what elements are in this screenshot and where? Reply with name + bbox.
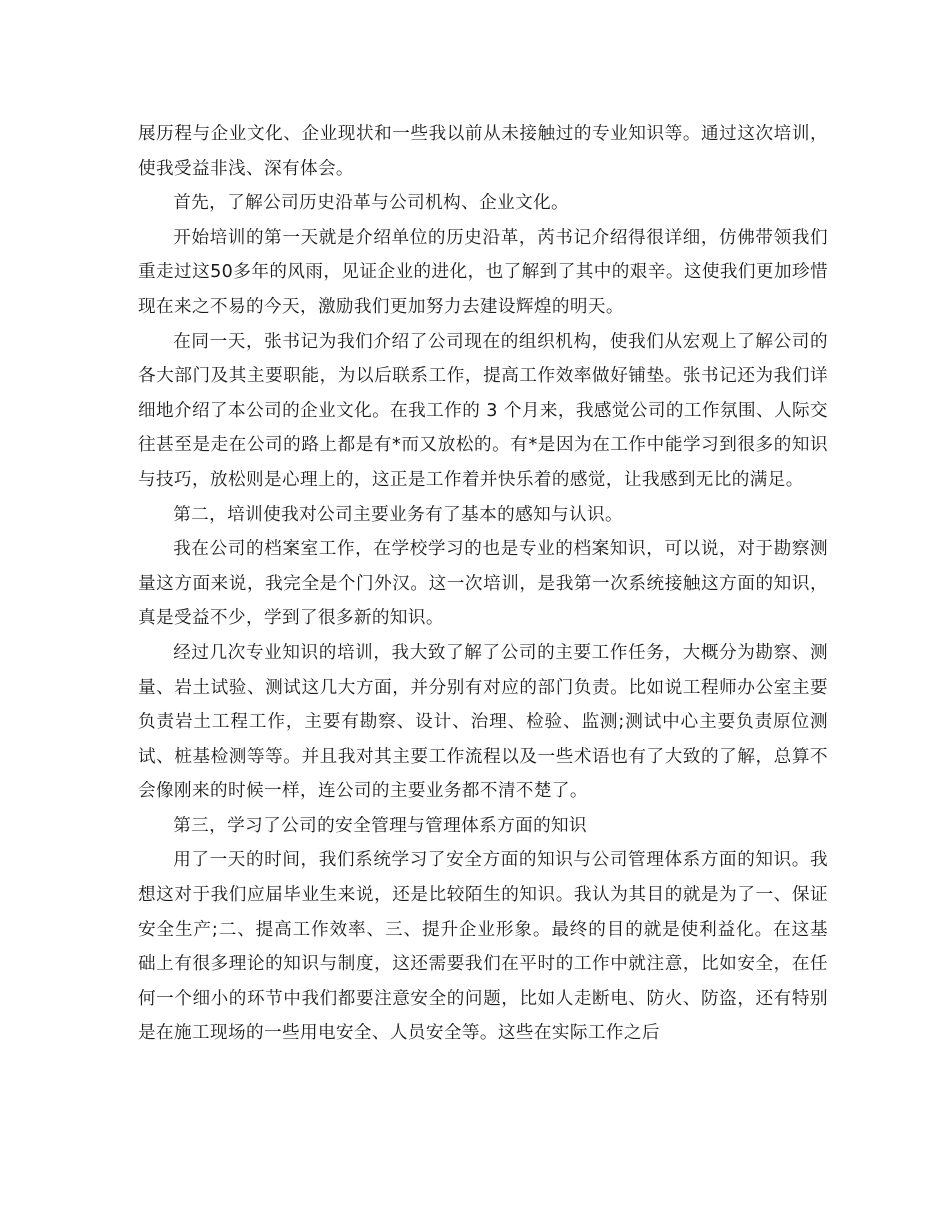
document-body [138,117,828,1051]
paragraph-7: 经过几次专业知识的培训，我大致了解了公司的主要工作任务，大概分为勘察、测量、岩土试验、测试这几大方面，并分别有对应的部门负责。比如说工程师办公室主要负责岩土工程工作，主要有勘察、设计、治理、检验、监测;测试中心主要负责原位测试、桩基检测等等。并且我对其主要工作流程以及一些术语也有了大致的了解，总算不会像刚来的时候一样，连公司的主要业务都不清不楚了。 [138,642,828,802]
paragraph-2: 首先，了解公司历史沿革与公司机构、企业文化。 [173,193,570,214]
paragraph-9: 用了一天的时间，我们系统学习了安全方面的知识与公司管理体系方面的知识。我想这对于我们应届毕业生来说，还是比较陌生的知识。我认为其目的就是为了一、保证安全生产;二、提高工作效率、三、提升企业形象。最终的目的就是使利益化。在这基础上有很多理论的知识与制度，这还需要我们在平时的工作中就注意，比如安全，在任何一个细小的环节中我们都要注意安全的问题，比如人走断电、防火、防盗，还有特别是在施工现场的一些用电安全、人员安全等。这些在实际工作之后 [138,850,828,1044]
paragraph-8: 第三，学习了公司的安全管理与管理体系方面的知识 [173,815,588,836]
paragraph-6: 我在公司的档案室工作，在学校学习的也是专业的档案知识，可以说，对于勘察测量这方面来说，我完全是个门外汉。这一次培训，是我第一次系统接触这方面的知识，真是受益不少，学到了很多新的知识。 [138,539,828,629]
paragraph-4: 在同一天，张书记为我们介绍了公司现在的组织机构，使我们从宏观上了解公司的各大部门及其主要职能，为以后联系工作，提高工作效率做好铺垫。张书记还为我们详细地介绍了本公司的企业文化。在我工作的 3 个月来，我感觉公司的工作氛围、人际交往甚至是走在公司的路上都是有*而又放松的。有*是因为在工作中能学习到很多的知识与技巧，放松则是心理上的，这正是工作着并快乐着的感觉，让我感到无比的满足。 [138,331,828,490]
paragraph-1: 展历程与企业文化、企业现状和一些我以前从未接触过的专业知识等。通过这次培训，使我受益非浅、深有体会。 [138,124,828,179]
paragraph-3: 开始培训的第一天就是介绍单位的历史沿革，芮书记介绍得很详细，仿佛带领我们重走过这50多年的风雨，见证企业的进化，也了解到了其中的艰辛。这使我们更加珍惜现在来之不易的今天，激励我们更加努力去建设辉煌的明天。 [138,227,828,317]
paragraph-5: 第二，培训使我对公司主要业务有了基本的感知与认识。 [173,504,624,525]
